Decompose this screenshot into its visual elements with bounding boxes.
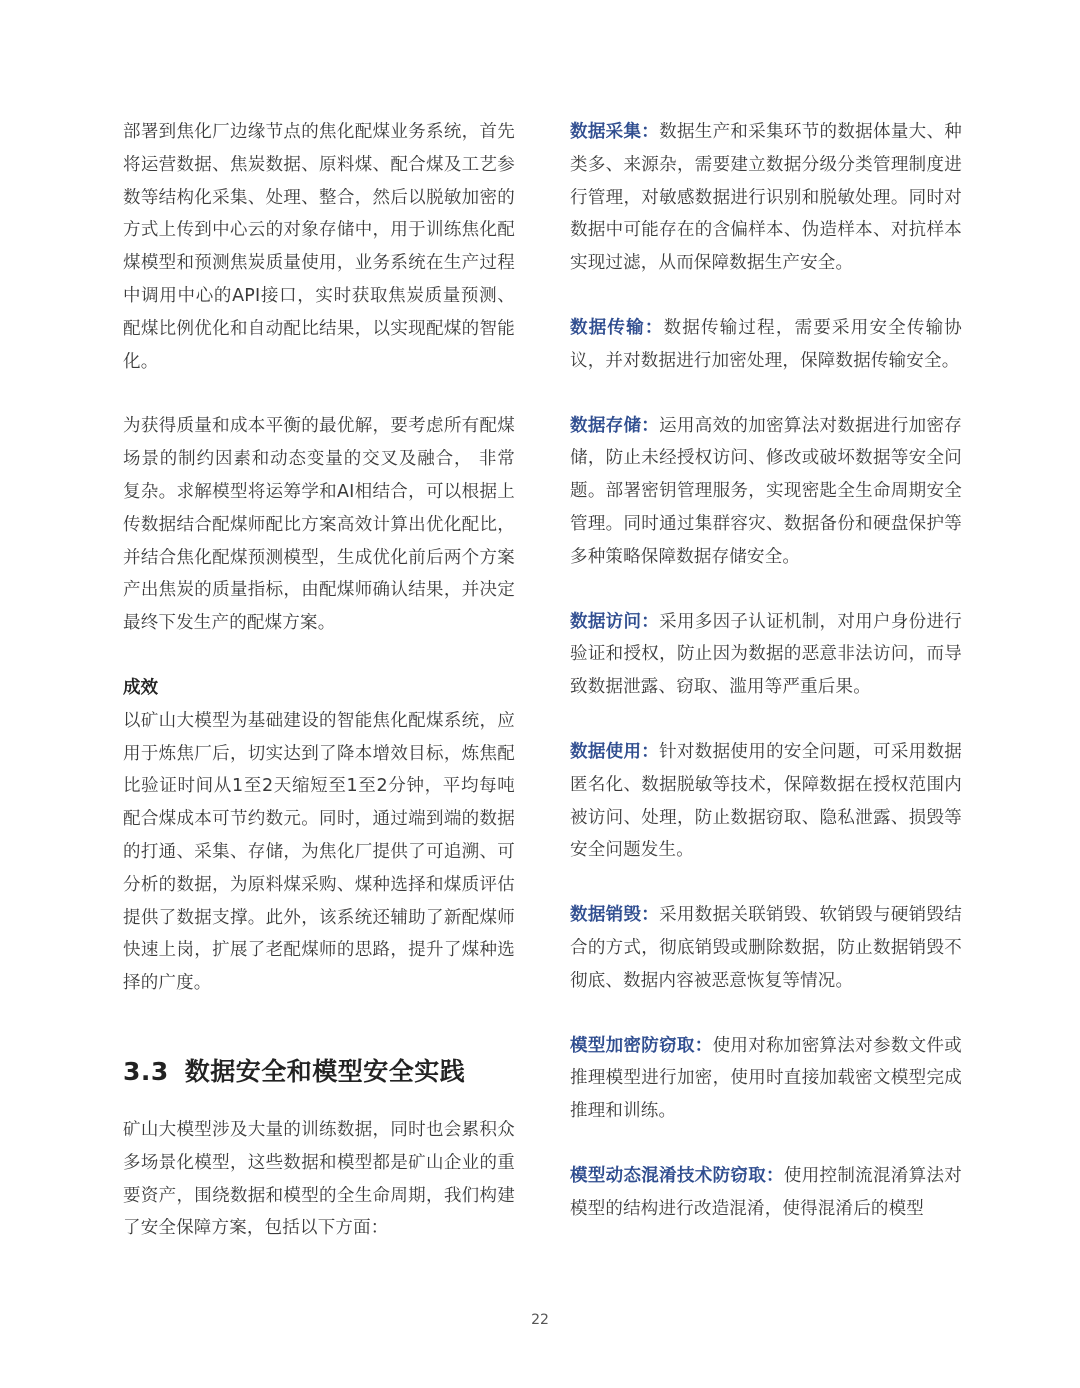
optimization-paragraph: 为获得质量和成本平衡的最优解，要考虑所有配煤场景的制约因素和动态变量的交叉及融合， 非常复杂。求解模型将运筹学和AI相结合，可以根据上传数据结合配煤师配比方案高效计算出优化配比，并结合焦化配煤预测模型，生成优化前后两个方案产出焦炭的质量指标，由配煤师确认结果，并决定最终下发生产的配煤方案。 (123, 416, 515, 634)
security-item-text: 运用高效的加密算法对数据进行加密存储，防止未经授权访问、修改或破坏数据等安全问题。部署密钥管理服务，实现密匙全生命周期安全管理。同时通过集群容灾、数据备份和硬盘保护等多种策略保障数据存储安全。 (570, 415, 962, 567)
section-intro-paragraph: 矿山大模型涉及大量的训练数据，同时也会累积众多场景化模型，这些数据和模型都是矿山企业的重要资产，围绕数据和模型的全生命周期，我们构建了安全保障方案，包括以下方面： (123, 1119, 515, 1239)
security-item-text: 采用多因子认证机制，对用户身份进行验证和授权，防止因为数据的恶意非法访问，而导致数据泄露、窃取、滥用等严重后果。 (570, 611, 962, 698)
page-number: 22 (531, 1312, 549, 1328)
section-heading (123, 1052, 515, 1092)
security-item-text: 使用对称加密算法对参数文件或推理模型进行加密，使用时直接加载密文模型完成推理和训练。 (570, 1035, 962, 1122)
security-item-text: 数据生产和采集环节的数据体量大、种类多、来源杂，需要建立数据分级分类管理制度进行管理，对敏感数据进行识别和脱敏处理。同时对数据中可能存在的含偏样本、伪造样本、对抗样本实现过滤，从而保障数据生产安全。 (570, 122, 962, 274)
intro-paragraph: 部署到焦化厂边缘节点的焦化配煤业务系统，首先将运营数据、焦炭数据、原料煤、配合煤及工艺参数等结构化采集、处理、整合，然后以脱敏加密的方式上传到中心云的对象存储中，用于训练焦化配煤模型和预测焦炭质量使用，业务系统在生产过程中调用中心的API接口，实时获取焦炭质量预测、配煤比例优化和自动配比结果，以实现配煤的智能化。 (123, 122, 515, 372)
security-item-text: 采用数据关联销毁、软销毁与硬销毁结合的方式，彻底销毁或删除数据，防止数据销毁不彻底、数据内容被恶意恢复等情况。 (570, 905, 962, 991)
security-item-text: 数据传输过程，需要采用安全传输协议，并对数据进行加密处理，保障数据传输安全。 (570, 317, 962, 371)
right-column (570, 116, 962, 1226)
security-item (570, 736, 962, 867)
security-item-term: 数据采集： (570, 122, 660, 142)
results-paragraph: 以矿山大模型为基础建设的智能焦化配煤系统，应用于炼焦厂后，切实达到了降本增效目标，炼焦配比验证时间从1至2天缩短至1至2分钟，平均每吨配合煤成本可节约数元。同时，通过端到端的数据的打通、采集、存储，为焦化厂提供了可追溯、可分析的数据，为原料煤采购、煤种选择和煤质评估提供了数据支撑。此外，该系统还辅助了新配煤师快速上岗，扩展了老配煤师的思路，提升了煤种选择的广度。 (123, 710, 515, 994)
left-column (123, 116, 515, 1245)
security-item-term: 数据使用： (570, 741, 660, 762)
security-item-term: 模型动态混淆技术防窃取： (570, 1165, 784, 1186)
section-title: 数据安全和模型安全实践 (184, 1056, 466, 1086)
security-item (570, 410, 962, 574)
section-number: 3.3 (123, 1056, 169, 1086)
security-item-text: 针对数据使用的安全问题，可采用数据匿名化、数据脱敏等技术，保障数据在授权范围内被访问、处理，防止数据窃取、隐私泄露、损毁等安全问题发生。 (570, 741, 962, 861)
security-item (570, 116, 962, 280)
security-item-term: 数据访问： (570, 611, 660, 632)
results-heading: 成效 (123, 677, 158, 698)
security-item (570, 1160, 962, 1226)
security-item (570, 606, 962, 704)
security-item-text: 使用控制流混淆算法对模型的结构进行改造混淆，使得混淆后的模型 (570, 1165, 963, 1219)
security-item-term: 数据存储： (570, 415, 660, 436)
security-item (570, 899, 962, 997)
security-item-term: 数据传输： (570, 317, 664, 338)
security-item (570, 312, 962, 378)
security-item-term: 数据销毁： (570, 905, 660, 926)
security-item-term: 模型加密防窃取： (570, 1035, 713, 1056)
security-item (570, 1030, 962, 1128)
